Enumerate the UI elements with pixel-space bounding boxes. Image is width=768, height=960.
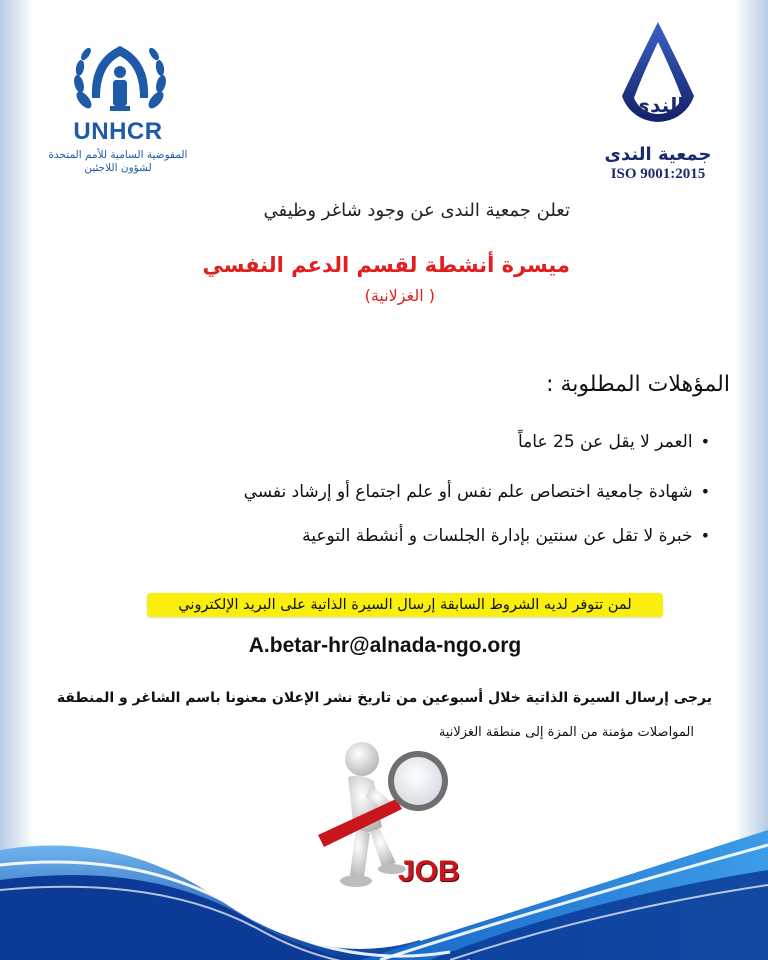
contact-email[interactable]: A.betar-hr@alnada-ngo.org — [248, 634, 522, 657]
bullet-icon: • — [700, 482, 710, 501]
announcement-text: تعلن جمعية الندى عن وجود شاغر وظيفي — [263, 200, 570, 221]
qualification-text: شهادة جامعية اختصاص علم نفس أو علم اجتماع أو إرشاد نفسي — [243, 482, 693, 502]
nada-emblem-text: الندى — [631, 93, 685, 117]
unhcr-arabic-line1: المفوضية السامية للأمم المتحدة — [48, 149, 188, 161]
qualification-text: خبرة لا تقل عن سنتين بإدارة الجلسات و أنشطة التوعية — [302, 526, 693, 546]
qualification-item — [60, 482, 710, 502]
nada-name: جمعية الندى — [604, 144, 712, 165]
job-location: ( الغزلانية) — [364, 286, 435, 305]
unhcr-logo — [40, 38, 196, 178]
unhcr-emblem-icon — [70, 38, 170, 120]
bullet-icon: • — [700, 526, 710, 545]
iso-certification: ISO 9001:2015 — [610, 166, 706, 182]
qualification-text: العمر لا يقل عن 25 عاماً — [517, 432, 693, 452]
job-title: ميسرة أنشطة لقسم الدعم النفسي — [202, 253, 570, 277]
job-label: JOB — [398, 855, 460, 888]
water-drop-icon — [614, 20, 702, 144]
qualification-item — [60, 526, 710, 546]
bullet-icon: • — [700, 432, 710, 451]
qualifications-heading: المؤهلات المطلوبة : — [546, 372, 730, 397]
unhcr-arabic-line2: لشؤون اللاجئين — [84, 162, 152, 174]
transport-note: المواصلات مؤمنة من المزة إلى منطقة الغزلانية — [438, 725, 694, 740]
cta-banner: لمن تتوفر لديه الشروط السابقة إرسال السيرة الذاتية على البريد الإلكتروني — [147, 593, 663, 617]
submission-note: يرجى إرسال السيرة الذاتية خلال أسبوعين من تاريخ نشر الإعلان معنونا باسم الشاغر و المنطقة — [56, 690, 712, 706]
nada-logo — [588, 20, 728, 190]
unhcr-name: UNHCR — [73, 118, 163, 145]
qualification-item — [60, 432, 710, 452]
